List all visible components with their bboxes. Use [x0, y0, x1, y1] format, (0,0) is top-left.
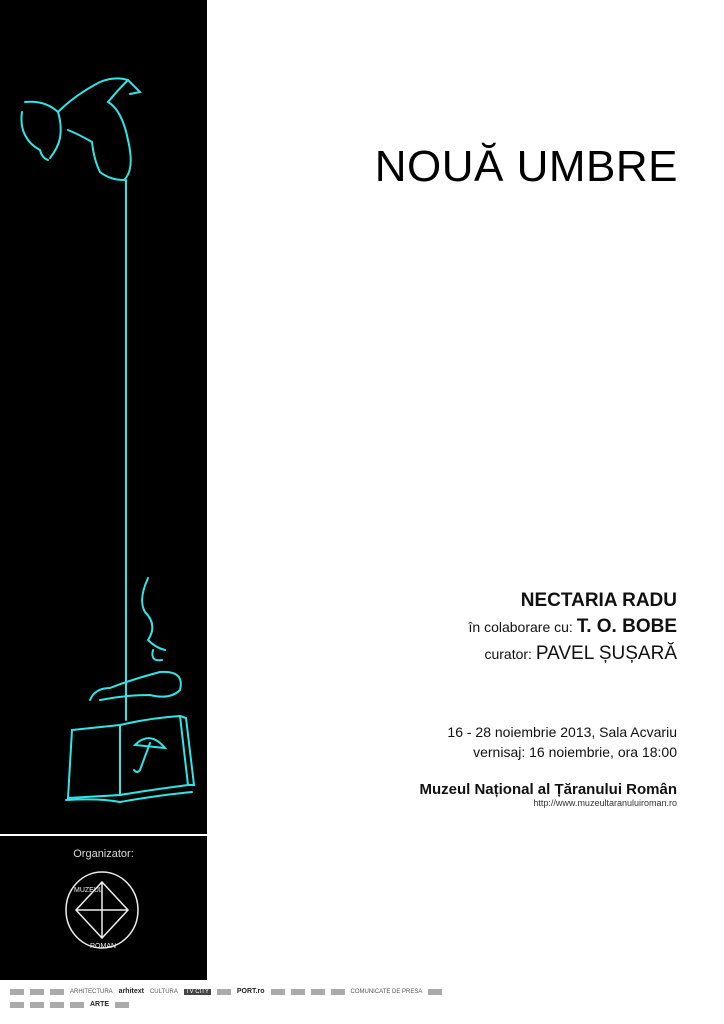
collab-name: T. O. BOBE — [576, 616, 677, 637]
sponsor-logo — [70, 1002, 84, 1008]
sponsor-logo — [30, 1002, 44, 1008]
museum-name: Muzeul Național al Țăranului Român — [419, 781, 677, 798]
sponsor-logo: PORT.ro — [236, 988, 265, 995]
sponsor-logo — [115, 1002, 129, 1008]
sponsor-logo: COMUNICATE DE PRESA — [350, 988, 423, 995]
svg-text:MUZEUL: MUZEUL — [74, 887, 103, 894]
svg-text:ROMAN: ROMAN — [90, 943, 117, 950]
sponsor-logo: ARHITECTURA — [70, 988, 113, 995]
curator-line — [484, 643, 677, 665]
sponsor-logo: TV CITY — [185, 988, 209, 995]
black-art-panel — [0, 0, 207, 980]
organizer-label: Organizator: — [73, 848, 134, 860]
exhibition-title: NOUĂ UMBRE — [374, 142, 678, 191]
museum-url[interactable]: http://www.muzeultaranuluiroman.ro — [533, 798, 677, 808]
smoke-drawing — [90, 578, 181, 700]
artist-name: NECTARIA RADU — [520, 590, 677, 611]
collab-label: în colaborare cu: — [468, 619, 573, 635]
museum-seal-logo — [60, 868, 144, 952]
sponsor-logo — [217, 989, 231, 995]
sponsor-logo: CULTURA — [149, 988, 178, 995]
sponsor-logo — [50, 989, 64, 995]
open-book-drawing — [66, 716, 194, 802]
sponsor-logo — [271, 989, 285, 995]
sponsor-logo: ARTE — [90, 1001, 110, 1008]
cyan-line-illustration — [0, 0, 207, 830]
sponsor-logos-strip — [10, 988, 710, 1008]
sponsor-logo — [10, 1002, 24, 1008]
sponsor-logo — [50, 1002, 64, 1008]
collaboration-line — [469, 616, 677, 638]
exhibition-dates: 16 - 28 noiembrie 2013, Sala Acvariu — [447, 724, 677, 740]
bird-drawing — [21, 78, 140, 180]
sponsor-logo — [10, 989, 24, 995]
sponsor-logo — [428, 989, 442, 995]
curator-name: PAVEL ȘUȘARĂ — [535, 643, 677, 664]
sponsor-logo — [331, 989, 345, 995]
divider-line — [0, 834, 207, 836]
sponsor-logo: arhitext — [118, 988, 144, 995]
opening-info: vernisaj: 16 noiembrie, ora 18:00 — [473, 744, 677, 760]
sponsor-logo — [30, 989, 44, 995]
curator-label: curator: — [484, 646, 532, 662]
sponsor-logo — [311, 989, 325, 995]
sponsor-logo — [291, 989, 305, 995]
